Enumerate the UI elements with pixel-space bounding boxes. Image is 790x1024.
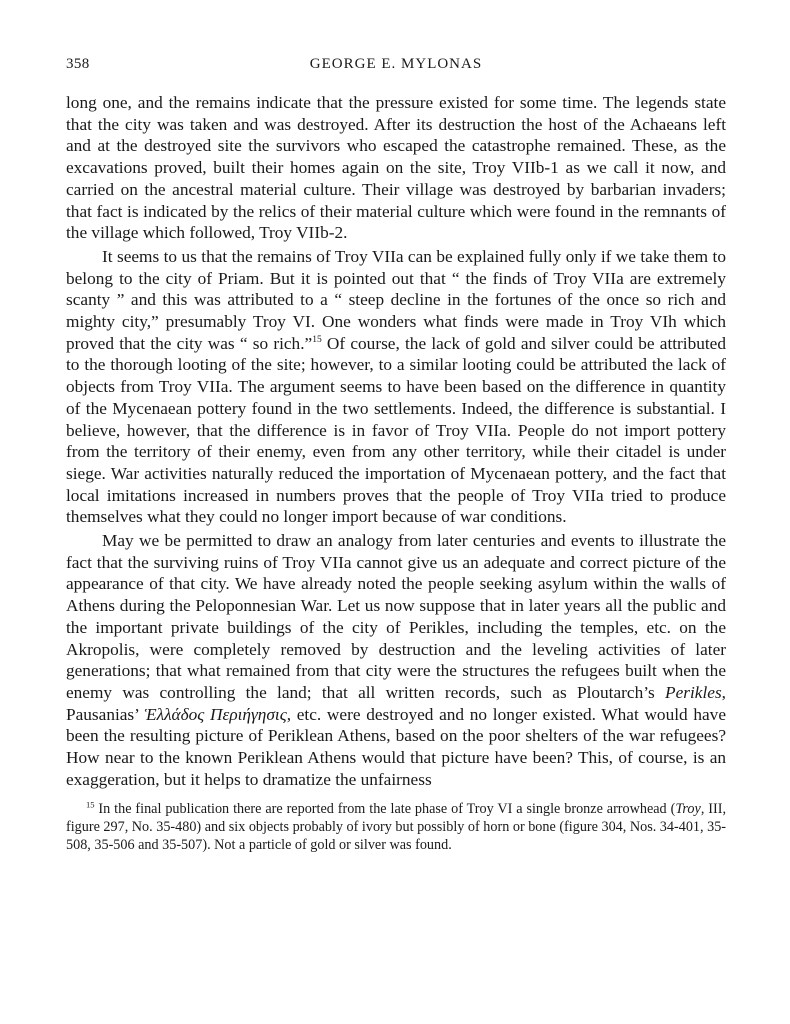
page-header <box>66 56 726 80</box>
footnote-number: 15 <box>86 798 95 809</box>
title-perikles: Perikles <box>665 682 722 702</box>
page-number: 358 <box>66 56 90 72</box>
paragraph-2 <box>66 246 726 528</box>
paragraph-2-text-b: Of course, the lack of gold and silver could be attributed to the thorough looting of the site; however, to a similar looting could be attributed the lack of objects from Troy VIIa. The argument seems to have been based on the difference in quantity of the Mycenaean pottery found in the two settlements. Indeed, the difference is substantial. I believe, however, that the difference is in favor of Troy VIIa. People do not import pottery from the territory of their enemy, even from any other territory, while their citadel is under siege. War activities naturally reduced the importation of Mycenaean pottery, and the fact that local imitations increased in numbers proves that the people of Troy VIIa tried to produce themselves what they could no longer import because of war conditions. <box>66 333 726 527</box>
body-text <box>66 92 726 791</box>
paragraph-3 <box>66 530 726 790</box>
page <box>66 56 726 854</box>
paragraph-3-text-a: May we be permitted to draw an analogy from later centuries and events to illustrate the fact that the surviving ruins of Troy VIIa cannot give us an adequate and correct picture of the appearance of that city. We have already noted the people seeking asylum within the walls of Athens during the Peloponnesian War. Let us now suppose that in later years all the public and the important private buildings of the city of Perikles, including the temples, etc. on the Akropolis, were completely removed by destruction and the leveling activities of later generations; that what remained from that city were the structures the refugees built when the enemy was controlling the land; that all written records, such as Ploutarch’s <box>66 531 726 702</box>
footnotes <box>66 800 726 855</box>
paragraph-3-text-c: , etc. were destroyed and no longer existed. What would have been the resulting picture of Periklean Athens, based on the poor shelters of the war refugees? How near to the known Periklean Athens would that picture have been? This, of course, is an exaggeration, but it helps to dramatize the unfairness <box>66 704 726 789</box>
footnote-italic-troy: Troy <box>675 800 701 817</box>
footnote-ref-15[interactable]: 15 <box>312 334 322 345</box>
paragraph-1: long one, and the remains indicate that the pressure existed for some time. The legends state that the city was taken and was destroyed. After its destruction the host of the Achaeans left and at the destroyed site the survivors who escaped the catastrophe remained. These, as the excavations proved, built their homes again on the site, Troy VIIb-1 as we call it now, and carried on the ancestral material culture. Their village was destroyed by barbarian invaders; that fact is indicated by the relics of their material culture which were found in the remnants of the village which followed, Troy VIIb-2. <box>66 93 726 243</box>
greek-title: Ἑλλάδος Περιήγησις <box>144 704 287 724</box>
paragraph-3-text-b: , Pausanias’ <box>66 682 726 724</box>
footnote-text-b: , III, figure 297, No. 35-480) and six objects probably of ivory but possibly of horn or bone (figure 304, Nos. 34-401, 35-508, 35-506 and 35-507). Not a particle of gold or silver was found. <box>66 800 727 854</box>
footnote-15 <box>66 800 726 855</box>
footnote-text-a: In the final publication there are reported from the late phase of Troy VI a single bronze arrowhead ( <box>94 800 676 817</box>
paragraph-2-text-a: It seems to us that the remains of Troy VIIa can be explained fully only if we take them to belong to the city of Priam. But it is pointed out that “ the finds of Troy VIIa are extremely scanty ” and this was attributed to a “ steep decline in the fortunes of the once so rich and mighty city,” presumably Troy VI. One wonders what finds were made in Troy VIh which proved that the city was “ so rich.” <box>66 246 726 353</box>
running-title: GEORGE E. MYLONAS <box>309 56 483 72</box>
